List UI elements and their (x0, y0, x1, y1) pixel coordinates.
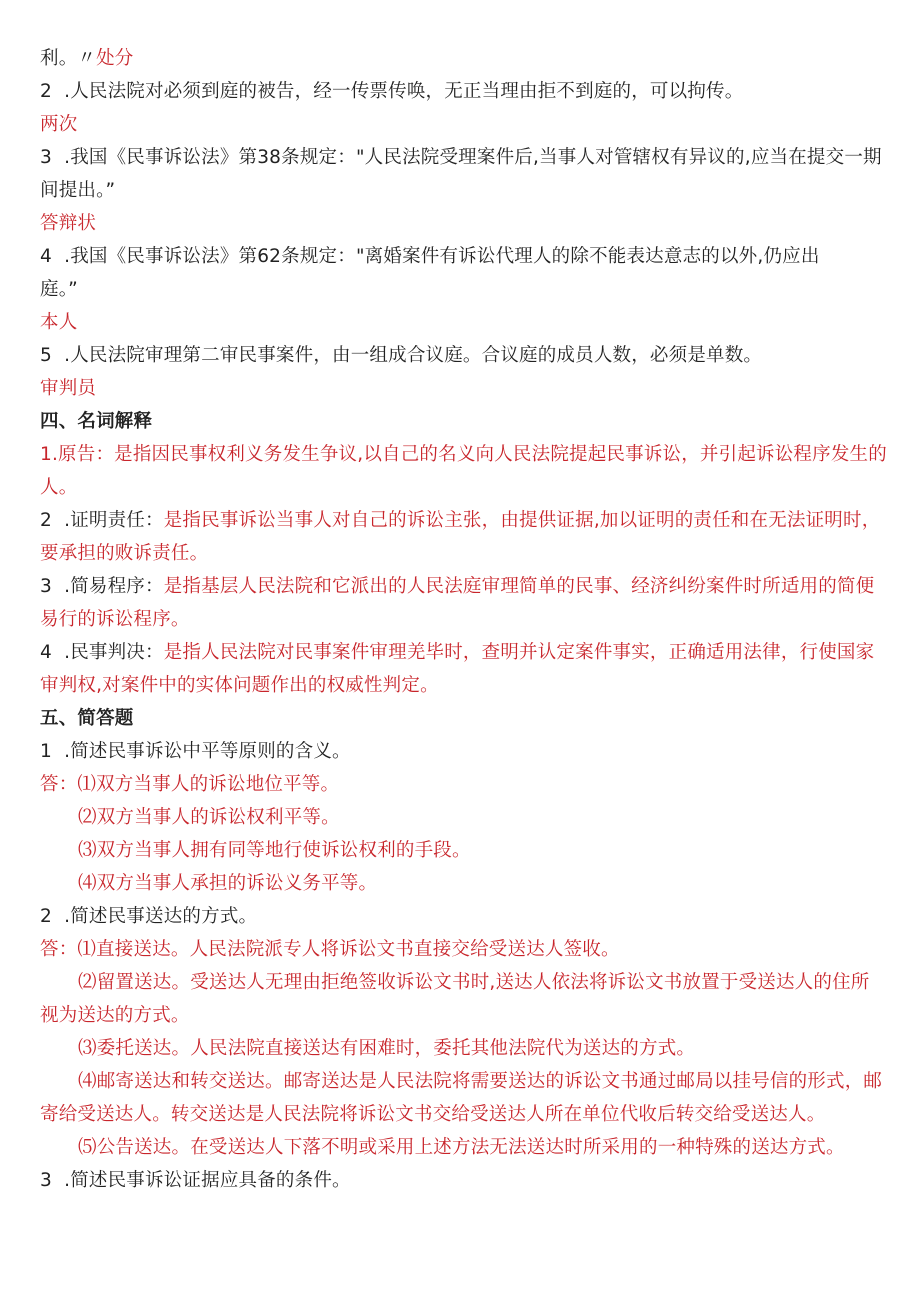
answer-text: 视为送达的方式。 (40, 1005, 190, 1026)
answer-text: 1.原告：是指因民事权利义务发生争议,以自己的名义向人民法院提起民事诉讼，并引起诉讼程序发生的 (40, 444, 887, 465)
question-text: 5 .人民法院审理第二审民事案件，由一组成合议庭。合议庭的成员人数，必须是单数。 (40, 345, 763, 366)
question-text: 间提出。” (40, 180, 116, 201)
text-line (40, 933, 882, 966)
question-text: 1 .简述民事诉讼中平等原则的含义。 (40, 741, 351, 762)
answer-text: 是指基层人民法院和它派出的人民法庭审理简单的民事、经济纠纷案件时所适用的简便 (163, 576, 875, 597)
answer-text: ⑷双方当事人承担的诉讼义务平等。 (78, 873, 378, 894)
answer-text: ⑷邮寄送达和转交送达。邮寄送达是人民法院将需要送达的诉讼文书通过邮局以挂号信的形式，邮 (78, 1071, 883, 1092)
text-line (40, 735, 882, 768)
question-text: 利。〃 (40, 48, 97, 69)
answer-text: 答：⑴直接送达。人民法院派专人将诉讼文书直接交给受送达人签收。 (40, 939, 620, 960)
question-text: 2 .证明责任： (40, 510, 164, 531)
text-line (40, 471, 882, 504)
answer-text: ⑵留置送达。受送达人无理由拒绝签收诉讼文书时,送达人依法将诉讼文书放置于受送达人的住所 (78, 972, 870, 993)
answer-text: 易行的诉讼程序。 (40, 609, 190, 630)
answer-text: 处分 (96, 48, 134, 69)
text-line (40, 405, 882, 438)
text-line (40, 504, 882, 537)
answer-text: ⑶双方当事人拥有同等地行使诉讼权利的手段。 (78, 840, 471, 861)
answer-text: 答：⑴双方当事人的诉讼地位平等。 (40, 774, 340, 795)
document-body (40, 42, 887, 1197)
text-line (40, 1098, 882, 1131)
question-text: 4 .我国《民事诉讼法》第62条规定："离婚案件有诉讼代理人的除不能表达意志的以外,仍应出 (40, 246, 820, 267)
answer-text: 人。 (40, 477, 78, 498)
text-line (40, 537, 882, 570)
answer-text: 要承担的败诉责任。 (40, 543, 209, 564)
answer-text: 审判权,对案件中的实体问题作出的权威性判定。 (40, 675, 439, 696)
text-line (40, 999, 882, 1032)
text-line (40, 141, 882, 174)
text-line (40, 339, 882, 372)
text-line (40, 174, 882, 207)
text-line (40, 834, 882, 867)
answer-text: 是指人民法院对民事案件审理羌毕时，查明并认定案件事实，正确适用法律，行使国家 (163, 642, 875, 663)
text-line (40, 273, 882, 306)
answer-text: 答辩状 (40, 213, 97, 234)
text-line (40, 108, 882, 141)
question-text: 3 .简易程序： (40, 576, 164, 597)
text-line (40, 603, 882, 636)
answer-text: 是指民事诉讼当事人对自己的诉讼主张，由提供证据,加以证明的责任和在无法证明时， (163, 510, 881, 531)
text-line (40, 1164, 882, 1197)
answer-text: 审判员 (40, 378, 97, 399)
answer-text: ⑵双方当事人的诉讼权利平等。 (78, 807, 340, 828)
text-line (40, 240, 882, 273)
text-line (40, 42, 882, 75)
answer-text: 本人 (40, 312, 78, 333)
answer-text: ⑶委托送达。人民法院直接送达有困难时，委托其他法院代为送达的方式。 (78, 1038, 696, 1059)
question-text: 庭。” (40, 279, 78, 300)
text-line (40, 438, 887, 471)
text-line (40, 801, 882, 834)
text-line (40, 636, 882, 669)
question-text: 3 .我国《民事诉讼法》第38条规定："人民法院受理案件后,当事人对管辖权有异议的,应当在提交一期 (40, 147, 882, 168)
text-line (40, 306, 882, 339)
text-line (40, 768, 882, 801)
text-line (40, 867, 882, 900)
question-text: 五、简答题 (40, 708, 134, 729)
text-line (40, 75, 882, 108)
text-line (40, 1131, 882, 1164)
text-line (40, 1065, 882, 1098)
text-line (40, 207, 882, 240)
text-line (40, 702, 882, 735)
text-line (40, 1032, 882, 1065)
question-text: 四、名词解释 (40, 411, 153, 432)
text-line (40, 372, 882, 405)
answer-text: 寄给受送达人。转交送达是人民法院将诉讼文书交给受送达人所在单位代收后转交给受送达人。 (40, 1104, 826, 1125)
question-text: 4 .民事判决： (40, 642, 164, 663)
text-line (40, 669, 882, 702)
text-line (40, 966, 882, 999)
text-line (40, 900, 882, 933)
answer-text: ⑸公告送达。在受送达人下落不明或采用上述方法无法送达时所采用的一种特殊的送达方式。 (78, 1137, 845, 1158)
question-text: 2 .简述民事送达的方式。 (40, 906, 258, 927)
question-text: 2 .人民法院对必须到庭的被告，经一传票传唤，无正当理由拒不到庭的，可以拘传。 (40, 81, 744, 102)
question-text: 3 .简述民事诉讼证据应具备的条件。 (40, 1170, 351, 1191)
text-line (40, 570, 882, 603)
answer-text: 两次 (40, 114, 78, 135)
